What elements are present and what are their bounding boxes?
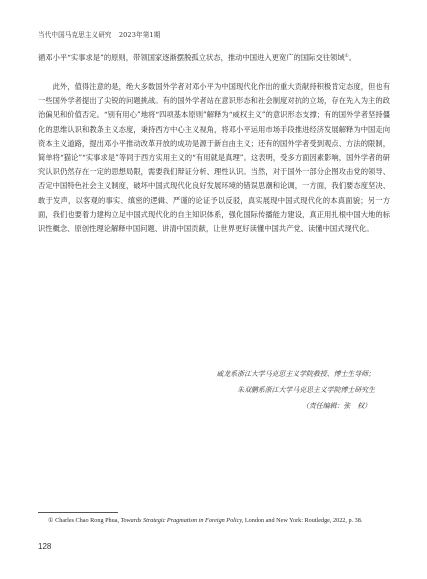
issue-label: 2023年第1期: [118, 31, 161, 39]
paragraph-main: 此外，值得注意的是，绝大多数国外学者对邓小平为中国现代化作出的重大贡献持积极肯定态度，但也有一些国外学者提出了尖锐的问题挑战。有的国外学者站在意识形态和社会制度对抗的立场，存在先入为主的政治偏见和价值否定。“别有用心”地将“四项基本原则”解释为“威权主义”的意识形态支撑；有的国外学者坚持僵化的思维认识和教条主义态度，秉持西方中心主义视角，将邓小平运用市场手段推进经济发展解释为中国走向资本主义道路，提出邓小平推动改革开放的成功是源于新自由主义；还有的国外学者受到观点、方法的限制，简单将“猫论”“实事求是”等同于西方实用主义的“有用就是真理”。这表明，受多方面因素影响，国外学者的研究认识仍然存在一定的思想局限，需要我们辩证分析、理性认识。当然，对于国外一部分企图攻击党的领导、否定中国特色社会主义制度，破坏中国式现代化良好发展环境的错误思潮和论调，一方面，我们要态度坚决、敢于发声，以客观的事实、缜密的逻辑、严谨的论证予以反驳，真实展现中国式现代化的本真面貌；另一方面，我们也要着力建构立足中国式现代化的自主知识体系，强化国际传播能力建设，真正用扎根中国大地的标识性概念、原创性理论解释中国问题、讲清中国贡献，让世界更好读懂中国共产党、读懂中国式现代化。: [38, 82, 390, 234]
paragraph-end: 。: [348, 53, 356, 62]
footnote-marker: ①: [48, 517, 54, 524]
paragraph-text: 循邓小平“实事求是”的原则，带领国家逐渐摆脱孤立状态，推动中国进入更宽广的国际交往领域: [38, 53, 345, 62]
footnote-ref[interactable]: ①: [344, 54, 349, 59]
editor-credit: （责任编辑：张 权）: [302, 402, 371, 410]
paragraph-continued: [38, 51, 390, 65]
author-signature-1: 戚龙系浙江大学马克思主义学院教授、博士生导师；: [216, 370, 375, 378]
footnote: [38, 516, 393, 526]
author-signature-2: 朱双鹏系浙江大学马克思主义学院博士研究生: [237, 386, 375, 394]
page-number: 128: [38, 542, 52, 551]
running-header: [38, 29, 165, 39]
footnote-divider: [38, 512, 118, 513]
footnote-publisher: London and New York: Routledge, 2022, p. 38.: [244, 517, 363, 524]
footnote-title: Towards Strategic Pragmatism in Foreign Policy,: [120, 517, 244, 524]
footnote-authors: Charles Chao Rong Phua,: [55, 517, 120, 524]
journal-name: 当代中国马克思主义研究: [38, 31, 112, 39]
